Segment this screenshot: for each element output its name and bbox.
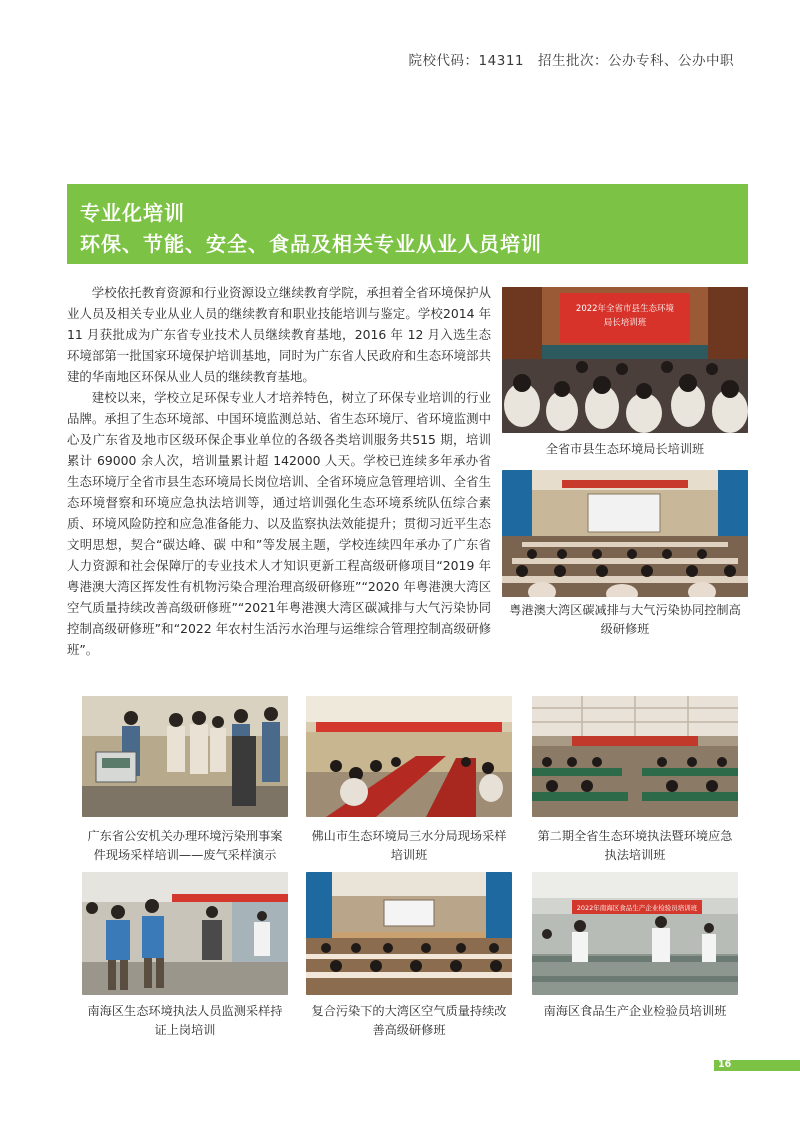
photo-caption: 南海区食品生产企业检验员培训班: [543, 1004, 727, 1018]
header-info: [409, 49, 734, 69]
section-banner: [67, 184, 748, 264]
photo-police-sampling: [82, 696, 288, 817]
photo-sanshui-sampling-class: [306, 696, 512, 817]
photo-caption: 粤港澳大湾区碳减排与大气污染协同控制高级研修班: [509, 603, 741, 636]
paragraph: 建校以来，学校立足环保专业人才培养特色，树立了环保专业培训的行业品牌。承担了生态环境部、中国环境监测总站、省生态环境厅、省环境监测中心及广东省及地市区级环保企事业单位的各级各类培训服务共515 期，培训累计 69000 余人次，培训量累计超 142000 人天。学校已连续多年承办省生态环境厅全省市县生态环境局长岗位培训、全省环境应急管理培训、全省生态环境督察和环境应急执法培训等，通过培训强化生态环境系统队伍综合素质、环境风险防控和应急准备能力、以及监察执法效能提升；贯彻习近平生态文明思想，契合“碳达峰、碳 中和”等发展主题，学校连续四年承办了广东省人力资源和社会保障厅的专业技术人才知识更新工程高级研修项目“2019 年粤港澳大湾区挥发性有机物污染合理治理高级研修班”“2020 年粤港澳大湾区空气质量持续改善高级研修班”“2021年粤港澳大湾区碳减排与大气污染协同控制高级研修班”和“2022 年农村生活污水治理与运维综合管理控制高级研修班”。: [67, 390, 491, 657]
screen-text: 2022年全省市县生态环境: [575, 304, 675, 314]
photo-county-director-training: [502, 287, 748, 433]
photo-gba-air-quality-class: [306, 872, 512, 995]
photo-caption: 南海区生态环境执法人员监测采样持证上岗培训: [87, 1004, 283, 1037]
photo-gba-carbon-class: [502, 470, 748, 597]
photo-caption: 全省市县生态环境局长培训班: [545, 442, 705, 456]
photo-caption: 佛山市生态环境局三水分局现场采样培训班: [311, 829, 507, 862]
page-number-bar: [714, 1060, 800, 1071]
section-title: 专业化培训: [80, 201, 185, 225]
section-subtitle: 环保、节能、安全、食品及相关专业从业人员培训: [80, 232, 542, 256]
screen-text: 局长培训班: [603, 318, 647, 328]
page-number: 16: [718, 1059, 732, 1070]
paragraph: 学校依托教育资源和行业资源设立继续教育学院，承担着全省环境保护从业人员及相关专业从业人员的继续教育和职业技能培训与鉴定。学校2014 年 11 月获批成为广东省专业技术人员继续教育基地，2016 年 12 月入选生态环境部第一批国家环境保护培训基地，同时为广东省人民政府和生态环境部共建的华南地区环保从业人员的继续教育基地。: [67, 285, 491, 384]
school-code: 院校代码：14311: [408, 53, 524, 69]
photo-caption: 广东省公安机关办理环境污染刑事案件现场采样培训——废气采样演示: [87, 829, 283, 862]
photo-food-inspector-class: [532, 872, 738, 995]
photo-nanhai-certification: [82, 872, 288, 995]
lab-banner-text: 2022年南海区食品生产企业检验员培训班: [576, 904, 698, 912]
body-text: [67, 282, 491, 660]
enrollment-batch: 招生批次：公办专科、公办中职: [538, 53, 734, 69]
photo-enforcement-class: [532, 696, 738, 817]
photo-caption: 复合污染下的大湾区空气质量持续改善高级研修班: [311, 1004, 507, 1037]
photo-caption: 第二期全省生态环境执法暨环境应急执法培训班: [537, 829, 733, 862]
